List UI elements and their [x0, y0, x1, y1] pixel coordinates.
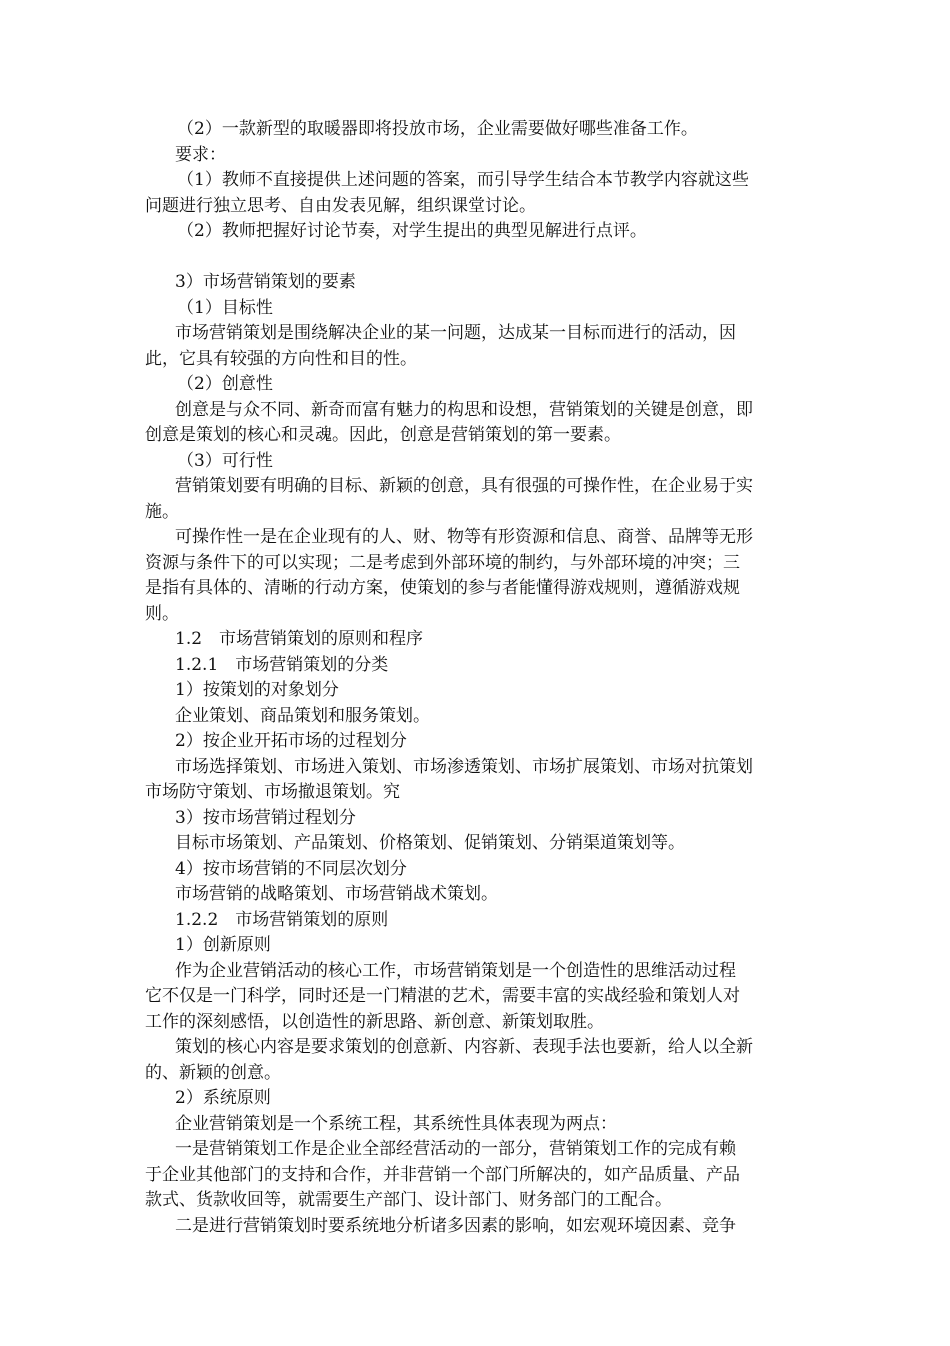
- subsection-heading: 1）按策划的对象划分: [175, 680, 339, 700]
- section-heading: 1.2.1 市场营销策划的分类: [175, 654, 389, 675]
- text-line: 资源与条件下的可以实现；二是考虑到外部环境的制约，与外部环境的冲突；三: [145, 552, 740, 573]
- text-line: （1）教师不直接提供上述问题的答案，而引导学生结合本节教学内容就这些: [177, 170, 749, 190]
- text-line: 于企业其他部门的支持和合作，并非营销一个部门所解决的，如产品质量、产品: [145, 1164, 740, 1185]
- subsection-heading: （1）目标性: [177, 297, 273, 318]
- subsection-heading: （2）创意性: [177, 374, 273, 394]
- text-line: 要求：: [175, 144, 226, 165]
- text-line: 工作的深刻感悟，以创造性的新思路、新创意、新策划取胜。: [145, 1011, 604, 1032]
- text-line: 市场防守策划、市场撤退策划。究: [145, 782, 400, 802]
- subsection-heading: 4）按市场营销的不同层次划分: [175, 858, 407, 879]
- text-line: 作为企业营销活动的核心工作，市场营销策划是一个创造性的思维活动过程: [175, 960, 736, 981]
- text-line: 问题进行独立思考、自由发表见解，组织课堂讨论。: [145, 195, 536, 216]
- text-line: 市场营销的战略策划、市场营销战术策划。: [175, 884, 498, 904]
- text-line: 施。: [145, 501, 179, 522]
- subsection-heading: 3）按市场营销过程划分: [175, 807, 356, 828]
- text-line: （2）一款新型的取暖器即将投放市场，企业需要做好哪些准备工作。: [177, 119, 698, 139]
- text-line: 一是营销策划工作是企业全部经营活动的一部分，营销策划工作的完成有赖: [175, 1139, 736, 1159]
- text-line: 款式、货款收回等，就需要生产部门、设计部门、财务部门的工配合。: [145, 1190, 672, 1210]
- text-line: 企业营销策划是一个系统工程，其系统性具体表现为两点：: [175, 1113, 617, 1134]
- text-line: 的、新颖的创意。: [145, 1062, 281, 1083]
- subsection-heading: 1）创新原则: [175, 935, 271, 955]
- blank-line: [145, 245, 810, 271]
- section-heading: 1.2.2 市场营销策划的原则: [175, 909, 389, 930]
- text-line: 创意是与众不同、新奇而富有魅力的构思和设想，营销策划的关键是创意，即: [175, 399, 753, 420]
- text-line: 可操作性一是在企业现有的人、财、物等有形资源和信息、商誉、品牌等无形: [175, 527, 753, 547]
- section-heading: 1.2 市场营销策划的原则和程序: [175, 629, 424, 649]
- text-line: 则。: [145, 603, 179, 624]
- section-heading: 3）市场营销策划的要素: [175, 272, 356, 292]
- text-line: 二是进行营销策划时要系统地分析诸多因素的影响，如宏观环境因素、竞争: [175, 1215, 736, 1236]
- text-line: 市场选择策划、市场进入策划、市场渗透策划、市场扩展策划、市场对抗策划: [175, 756, 753, 777]
- subsection-heading: 2）系统原则: [175, 1088, 271, 1108]
- text-line: 企业策划、商品策划和服务策划。: [175, 705, 430, 726]
- text-line: 是指有具体的、清晰的行动方案，使策划的参与者能懂得游戏规则，遵循游戏规: [145, 578, 740, 598]
- document-body: [145, 117, 810, 1239]
- text-line: （2）教师把握好讨论节奏，对学生提出的典型见解进行点评。: [177, 221, 647, 241]
- text-line: 目标市场策划、产品策划、价格策划、促销策划、分销渠道策划等。: [175, 833, 685, 853]
- text-line: 策划的核心内容是要求策划的创意新、内容新、表现手法也要新，给人以全新: [175, 1037, 753, 1057]
- text-line: 创意是策划的核心和灵魂。因此，创意是营销策划的第一要素。: [145, 425, 621, 445]
- text-line: 它不仅是一门科学，同时还是一门精湛的艺术，需要丰富的实战经验和策划人对: [145, 986, 740, 1006]
- text-line: 营销策划要有明确的目标、新颖的创意，具有很强的可操作性，在企业易于实: [175, 476, 753, 496]
- subsection-heading: （3）可行性: [177, 450, 273, 471]
- text-line: 市场营销策划是围绕解决企业的某一问题，达成某一目标而进行的活动，因: [175, 323, 736, 343]
- text-line: 此，它具有较强的方向性和目的性。: [145, 348, 417, 369]
- subsection-heading: 2）按企业开拓市场的过程划分: [175, 731, 407, 751]
